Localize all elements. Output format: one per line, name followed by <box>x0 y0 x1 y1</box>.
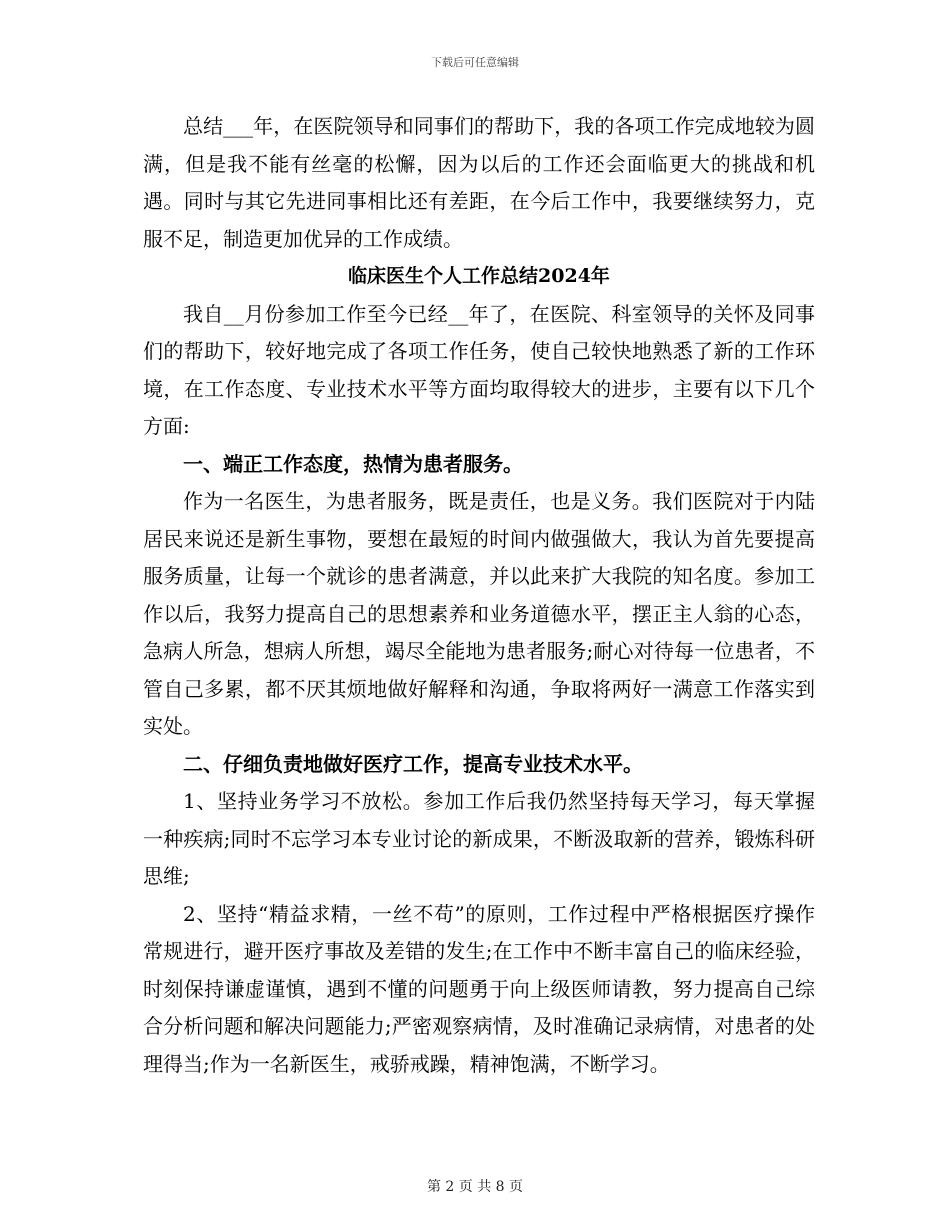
paragraph-4: 2、坚持“精益求精，一丝不苟”的原则，工作过程中严格根据医疗操作常规进行，避开医疗事故及差错的发生;在工作中不断丰富自己的临床经验，时刻保持谦虚谨慎，遇到不懂的问题勇于向上级医师请教，努力提高自己综合分析问题和解决问题能力;严密观察病情，及时准确记录病情，对患者的处理得当;作为一名新医生，戒骄戒躁，精神饱满，不断学习。 <box>143 901 815 1076</box>
paragraph-2: 作为一名医生，为患者服务，既是责任，也是义务。我们医院对于内陆居民来说还是新生事物，要想在最短的时间内做强做大，我认为首先要提高服务质量，让每一个就诊的患者满意，并以此来扩大我院的知名度。参加工作以后，我努力提高自己的思想素养和业务道德水平，摆正主人翁的心态，急病人所急，想病人所想，竭尽全能地为患者服务;耐心对待每一位患者，不管自己多累，都不厌其烦地做好解释和沟通，争取将两好一满意工作落实到实处。 <box>143 489 815 738</box>
intro-paragraph: 总结___年，在医院领导和同事们的帮助下，我的各项工作完成地较为圆满，但是我不能有丝毫的松懈，因为以后的工作还会面临更大的挑战和机遇。同时与其它先进同事相比还有差距，在今后工作中，我要继续努力，克服不足，制造更加优异的工作成绩。 <box>143 114 815 251</box>
header-note: 下载后可任意编辑 <box>431 56 519 69</box>
paragraph-3: 1、坚持业务学习不放松。参加工作后我仍然坚持每天学习，每天掌握一种疾病;同时不忘学习本专业讨论的新成果，不断汲取新的营养，锻炼科研思维; <box>143 789 815 888</box>
document-title: 临床医生个人工作总结2024年 <box>348 265 610 287</box>
paragraph-1: 我自__月份参加工作至今已经__年了，在医院、科室领导的关怀及同事们的帮助下，较好地完成了各项工作任务，使自己较快地熟悉了新的工作环境，在工作态度、专业技术水平等方面均取得较大的进步，主要有以下几个方面: <box>143 301 815 438</box>
document-body <box>143 108 815 1083</box>
section-heading-1: 一、端正工作态度，热情为患者服务。 <box>183 451 523 476</box>
section-heading-2: 二、仔细负责地做好医疗工作，提高专业技术水平。 <box>183 751 643 776</box>
page-number-footer: 第 2 页 共 8 页 <box>426 1179 524 1195</box>
